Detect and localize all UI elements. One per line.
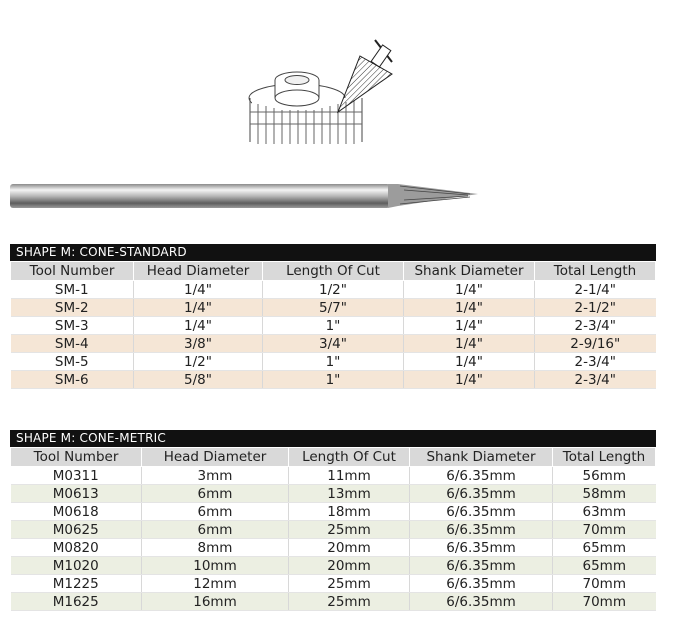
column-header-length-of-cut: Length Of Cut xyxy=(263,262,404,281)
shank-diameter-cell: 1/4" xyxy=(404,353,535,371)
length-of-cut-cell: 1" xyxy=(263,371,404,389)
column-header-shank-diameter: Shank Diameter xyxy=(404,262,535,281)
column-header-head-diameter: Head Diameter xyxy=(142,448,289,467)
length-of-cut-cell: 1/2" xyxy=(263,281,404,299)
table-row xyxy=(11,335,656,353)
column-header-total-length: Total Length xyxy=(553,448,656,467)
tool-number-cell: M0820 xyxy=(11,539,142,557)
shank-diameter-cell: 6/6.35mm xyxy=(410,521,553,539)
head-diameter-cell: 10mm xyxy=(142,557,289,575)
head-diameter-cell: 5/8" xyxy=(134,371,263,389)
total-length-cell: 2-9/16" xyxy=(535,335,656,353)
table-row xyxy=(11,557,656,575)
total-length-cell: 58mm xyxy=(553,485,656,503)
length-of-cut-cell: 25mm xyxy=(289,575,410,593)
table-title: SHAPE M: CONE-STANDARD xyxy=(10,244,656,261)
head-diameter-cell: 1/4" xyxy=(134,299,263,317)
length-of-cut-cell: 25mm xyxy=(289,593,410,611)
shank-diameter-cell: 1/4" xyxy=(404,371,535,389)
tool-number-cell: M1225 xyxy=(11,575,142,593)
cone-burr-sketch xyxy=(338,40,392,112)
table-row xyxy=(11,467,656,485)
tool-number-cell: SM-4 xyxy=(11,335,134,353)
head-diameter-cell: 3/8" xyxy=(134,335,263,353)
total-length-cell: 56mm xyxy=(553,467,656,485)
length-of-cut-cell: 5/7" xyxy=(263,299,404,317)
shank-diameter-cell: 6/6.35mm xyxy=(410,503,553,521)
shank-diameter-cell: 1/4" xyxy=(404,299,535,317)
shank-diameter-cell: 6/6.35mm xyxy=(410,575,553,593)
head-diameter-cell: 12mm xyxy=(142,575,289,593)
length-of-cut-cell: 13mm xyxy=(289,485,410,503)
shank-diameter-cell: 6/6.35mm xyxy=(410,557,553,575)
head-diameter-cell: 6mm xyxy=(142,521,289,539)
table-row xyxy=(11,353,656,371)
shank-diameter-cell: 6/6.35mm xyxy=(410,593,553,611)
column-header-total-length: Total Length xyxy=(535,262,656,281)
table-row xyxy=(11,575,656,593)
cone-burr-tool xyxy=(10,184,478,208)
table-row xyxy=(11,281,656,299)
tool-number-cell: SM-2 xyxy=(11,299,134,317)
table-row xyxy=(11,485,656,503)
tool-number-cell: M0618 xyxy=(11,503,142,521)
table-row xyxy=(11,371,656,389)
table-row xyxy=(11,539,656,557)
shank-diameter-cell: 1/4" xyxy=(404,335,535,353)
column-header-tool-number: Tool Number xyxy=(11,448,142,467)
total-length-cell: 2-3/4" xyxy=(535,371,656,389)
table-title: SHAPE M: CONE-METRIC xyxy=(10,430,656,447)
column-header-head-diameter: Head Diameter xyxy=(134,262,263,281)
table-row xyxy=(11,317,656,335)
length-of-cut-cell: 20mm xyxy=(289,539,410,557)
column-header-tool-number: Tool Number xyxy=(11,262,134,281)
head-diameter-cell: 16mm xyxy=(142,593,289,611)
head-diameter-cell: 6mm xyxy=(142,503,289,521)
shank-diameter-cell: 1/4" xyxy=(404,281,535,299)
shank-diameter-cell: 6/6.35mm xyxy=(410,467,553,485)
total-length-cell: 70mm xyxy=(553,521,656,539)
length-of-cut-cell: 11mm xyxy=(289,467,410,485)
tool-number-cell: M0625 xyxy=(11,521,142,539)
shank-diameter-cell: 6/6.35mm xyxy=(410,485,553,503)
tool-number-cell: M0311 xyxy=(11,467,142,485)
head-diameter-cell: 1/4" xyxy=(134,317,263,335)
cone-burr-illustration xyxy=(0,0,675,230)
table-row xyxy=(11,593,656,611)
cone-standard-table xyxy=(10,244,656,389)
head-diameter-cell: 8mm xyxy=(142,539,289,557)
total-length-cell: 65mm xyxy=(553,557,656,575)
head-diameter-cell: 6mm xyxy=(142,485,289,503)
total-length-cell: 2-3/4" xyxy=(535,317,656,335)
tool-number-cell: SM-6 xyxy=(11,371,134,389)
table-row xyxy=(11,503,656,521)
workpiece-sketch xyxy=(249,72,362,144)
length-of-cut-cell: 18mm xyxy=(289,503,410,521)
total-length-cell: 65mm xyxy=(553,539,656,557)
total-length-cell: 70mm xyxy=(553,593,656,611)
shank-diameter-cell: 6/6.35mm xyxy=(410,539,553,557)
tool-number-cell: SM-3 xyxy=(11,317,134,335)
tool-number-cell: SM-5 xyxy=(11,353,134,371)
length-of-cut-cell: 1" xyxy=(263,317,404,335)
tool-number-cell: M0613 xyxy=(11,485,142,503)
head-diameter-cell: 1/4" xyxy=(134,281,263,299)
total-length-cell: 63mm xyxy=(553,503,656,521)
total-length-cell: 2-1/4" xyxy=(535,281,656,299)
column-header-shank-diameter: Shank Diameter xyxy=(410,448,553,467)
tool-number-cell: M1625 xyxy=(11,593,142,611)
table-row xyxy=(11,299,656,317)
tool-number-cell: M1020 xyxy=(11,557,142,575)
length-of-cut-cell: 1" xyxy=(263,353,404,371)
total-length-cell: 2-3/4" xyxy=(535,353,656,371)
total-length-cell: 2-1/2" xyxy=(535,299,656,317)
head-diameter-cell: 1/2" xyxy=(134,353,263,371)
length-of-cut-cell: 25mm xyxy=(289,521,410,539)
total-length-cell: 70mm xyxy=(553,575,656,593)
shank-diameter-cell: 1/4" xyxy=(404,317,535,335)
length-of-cut-cell: 20mm xyxy=(289,557,410,575)
cone-metric-table xyxy=(10,430,656,611)
tool-number-cell: SM-1 xyxy=(11,281,134,299)
length-of-cut-cell: 3/4" xyxy=(263,335,404,353)
table-row xyxy=(11,521,656,539)
column-header-length-of-cut: Length Of Cut xyxy=(289,448,410,467)
head-diameter-cell: 3mm xyxy=(142,467,289,485)
